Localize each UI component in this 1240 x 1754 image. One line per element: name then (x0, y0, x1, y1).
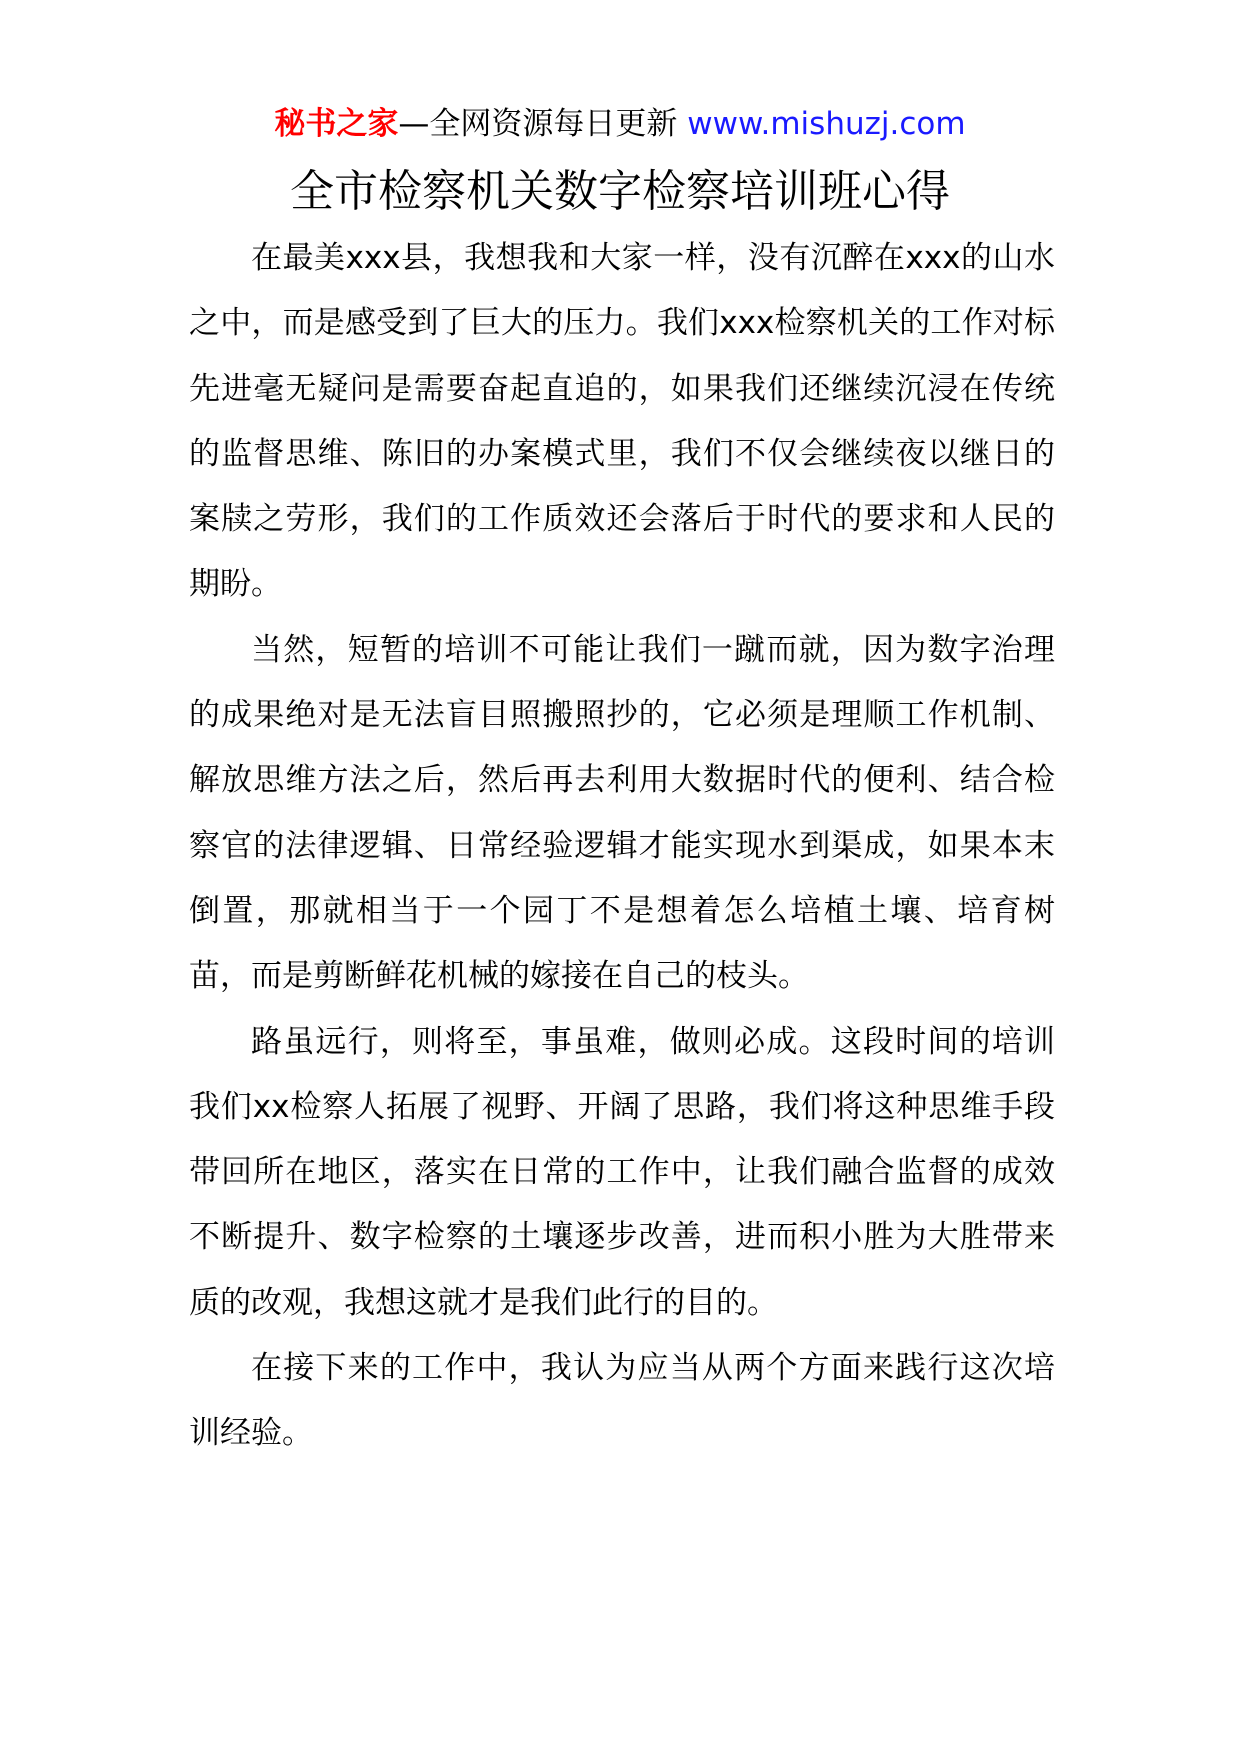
paragraph: 在接下来的工作中，我认为应当从两个方面来践行这次培训经验。 (189, 1350, 1055, 1452)
paragraph: 路虽远行，则将至，事虽难，做则必成。这段时间的培训我们xx检察人拓展了视野、开阔了思路，我们将这种思维手段带回所在地区，落实在日常的工作中，让我们融合监督的成效不断提升、数字检察的土壤逐步改善，进而积小胜为大胜带来质的改观，我想这就才是我们此行的目的。 (189, 1023, 1055, 1321)
site-url: www.mishuzj.com (687, 106, 966, 142)
paragraph: 当然，短暂的培训不可能让我们一蹴而就，因为数字治理的成果绝对是无法盲目照搬照抄的，它必须是理顺工作机制、解放思维方法之后，然后再去利用大数据时代的便利、结合检察官的法律逻辑、日常经验逻辑才能实现水到渠成，如果本末倒置，那就相当于一个园丁不是想着怎么培植土壤、培育树苗，而是剪断鲜花机械的嫁接在自己的枝头。 (189, 631, 1055, 995)
brand-name: 秘书之家 (274, 106, 399, 142)
site-header (0, 104, 1240, 144)
header-tagline: —全网资源每日更新 (398, 106, 678, 142)
document-title: 全市检察机关数字检察培训班心得 (290, 166, 950, 217)
document-body (189, 226, 1055, 1467)
paragraph: 在最美xxx县，我想我和大家一样，没有沉醉在xxx的山水之中，而是感受到了巨大的压力。我们xxx检察机关的工作对标先进毫无疑问是需要奋起直追的，如果我们还继续沉浸在传统的监督思维、陈旧的办案模式里，我们不仅会继续夜以继日的案牍之劳形，我们的工作质效还会落后于时代的要求和人民的期盼。 (189, 240, 1055, 603)
